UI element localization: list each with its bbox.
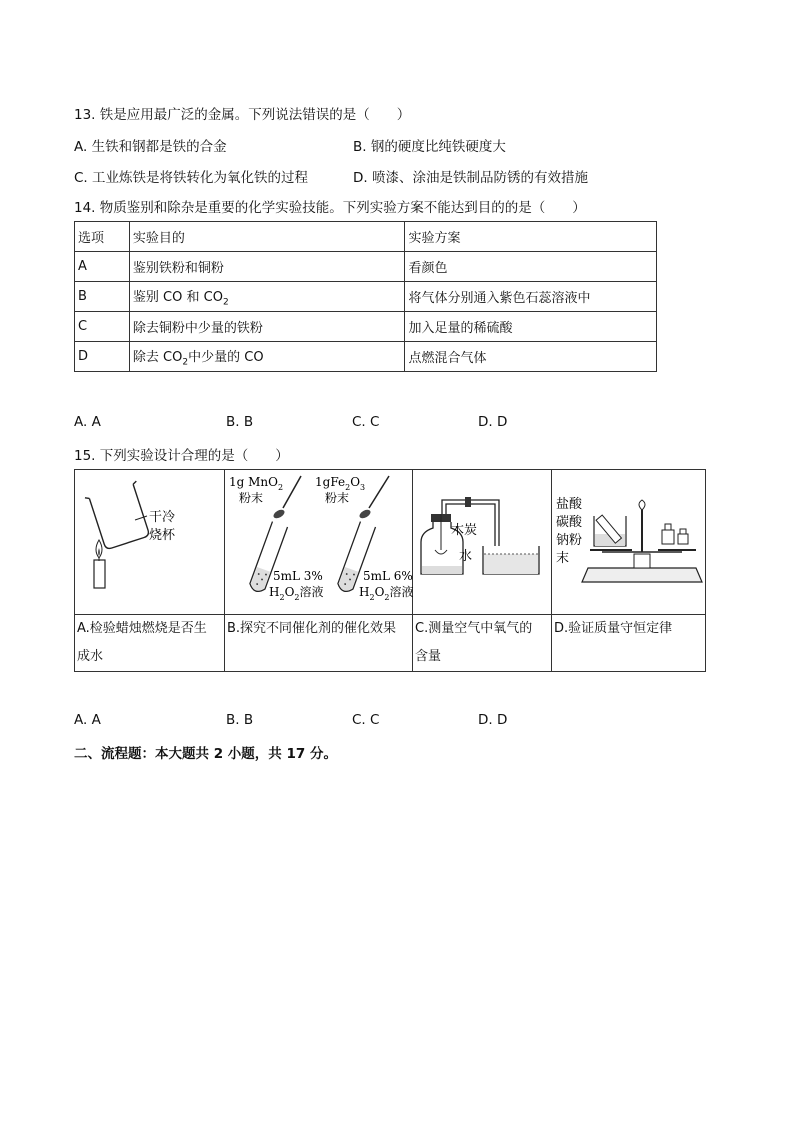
candle-beaker-figure — [77, 470, 222, 614]
caption-d: D.验证质量守恒定律 — [552, 615, 706, 672]
balance-figure — [554, 470, 703, 614]
svg-text:5mL 6%: 5mL 6% — [363, 569, 413, 583]
q15-choice-c: C. C — [352, 712, 380, 728]
fig-c-label-2: 水 — [459, 549, 473, 564]
fig-d-label-1: 盐酸 — [556, 497, 583, 512]
header-option: 选项 — [75, 222, 130, 252]
row-plan: 将气体分别通入紫色石蕊溶液中 — [405, 282, 657, 312]
table-row — [75, 282, 657, 312]
q15-stem: 15. 下列实验设计合理的是（ ） — [74, 448, 289, 464]
q14-stem: 14. 物质鉴别和除杂是重要的化学实验技能。下列实验方案不能达到目的的是（ ） — [74, 200, 586, 216]
fig-a-label-1: 干冷 — [149, 510, 176, 525]
q15-choice-b: B. B — [226, 712, 254, 728]
fig-d-label-2: 碳酸 — [556, 515, 583, 530]
q14-choice-c: C. C — [352, 414, 380, 430]
table-row — [75, 312, 657, 342]
caption-a: A.检验蜡烛燃烧是否生 成水 — [75, 615, 225, 672]
svg-text:粉末: 粉末 — [325, 491, 350, 505]
row-option: C — [75, 312, 130, 342]
section-heading: 二、流程题：本大题共 2 小题，共 17 分。 — [74, 746, 337, 762]
row-goal: 除去 $CO_2$中少量的 CO — [129, 342, 405, 372]
q15-choice-a: A. A — [74, 712, 101, 728]
q15-choice-d: D. D — [478, 712, 508, 728]
header-plan: 实验方案 — [405, 222, 657, 252]
oxygen-measurement-figure — [415, 470, 549, 614]
q14-choice-a: A. A — [74, 414, 101, 430]
svg-text:1g MnO2: 1g MnO$_2$ — [229, 475, 284, 492]
q13-stem: 13. 铁是应用最广泛的金属。下列说法错误的是（ ） — [74, 107, 411, 123]
figure-b-cell — [225, 470, 413, 615]
fig-d-label-3: 钠粉 — [556, 533, 583, 548]
row-plan: 看颜色 — [405, 252, 657, 282]
figure-c-cell — [413, 470, 552, 615]
caption-c: C.测量空气中氧气的 含量 — [413, 615, 552, 672]
svg-text:5mL 3%: 5mL 3% — [273, 569, 323, 583]
header-goal: 实验目的 — [129, 222, 405, 252]
row-option: B — [75, 282, 130, 312]
table-header-row — [75, 222, 657, 252]
svg-text:1gFe2O3: $1gFe_2O_3$ — [315, 475, 366, 492]
table-row — [75, 252, 657, 282]
row-plan: 加入足量的稀硫酸 — [405, 312, 657, 342]
figure-a-cell — [75, 470, 225, 615]
catalyst-test-tubes-figure — [227, 470, 414, 614]
row-goal: 除去铜粉中少量的铁粉 — [129, 312, 405, 342]
fig-d-label-4: 末 — [556, 551, 570, 566]
row-goal: 鉴别铁粉和铜粉 — [129, 252, 405, 282]
q13-option-b: B. 钢的硬度比纯铁硬度大 — [353, 139, 506, 155]
fig-c-label-1: 木炭 — [451, 523, 478, 538]
q14-table — [74, 221, 657, 372]
row-plan: 点燃混合气体 — [405, 342, 657, 372]
q13-option-c: C. 工业炼铁是将铁转化为氧化铁的过程 — [74, 170, 309, 186]
caption-b: B.探究不同催化剂的催化效果 — [225, 615, 413, 672]
q13-option-d: D. 喷漆、涂油是铁制品防锈的有效措施 — [353, 170, 588, 186]
table-row — [75, 342, 657, 372]
svg-text:H2O2溶液: $H_2O_2$溶液 — [269, 585, 324, 602]
fig-a-label-2: 烧杯 — [149, 528, 176, 543]
row-option: D — [75, 342, 130, 372]
q14-choice-b: B. B — [226, 414, 254, 430]
row-option: A — [75, 252, 130, 282]
row-goal: 鉴别 CO 和 $CO_2$ — [129, 282, 405, 312]
svg-text:H2O2溶液: $H_2O_2$溶液 — [359, 585, 414, 602]
q13-option-a: A. 生铁和钢都是铁的合金 — [74, 139, 227, 155]
figure-d-cell — [552, 470, 706, 615]
q14-choice-d: D. D — [478, 414, 508, 430]
q15-table — [74, 469, 706, 672]
svg-text:粉末: 粉末 — [239, 491, 264, 505]
